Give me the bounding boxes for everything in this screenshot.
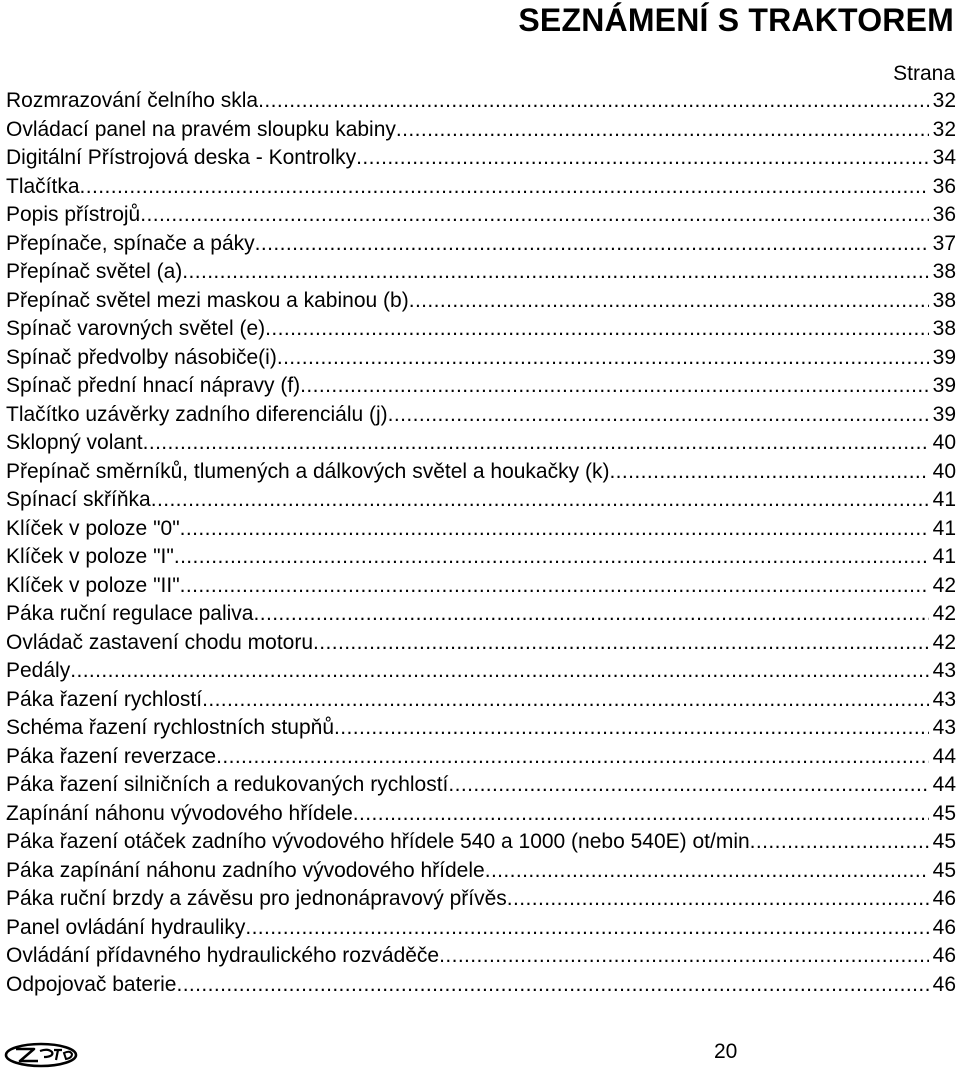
toc-entry[interactable] [6, 657, 956, 686]
toc-entry-page: 40 [932, 459, 956, 483]
toc-entry-page: 43 [932, 659, 956, 682]
toc-entry-page: 43 [932, 687, 956, 711]
toc-entry-page: 34 [932, 146, 956, 169]
page-title: SEZNÁMENÍ S TRAKTOREM [518, 2, 954, 38]
toc-entry-page: 39 [932, 374, 956, 397]
toc-entry-label: Panel ovládání hydrauliky [6, 915, 246, 939]
toc-entry-label: Páka řazení otáček zadního vývodového hřídele 540 a 1000 (nebo 540E) ot/min [6, 830, 750, 853]
toc-entry-label: Páka řazení reverzace [6, 744, 217, 768]
toc-leader-dots [609, 458, 928, 487]
toc-leader-dots [334, 714, 929, 743]
toc-leader-dots [439, 942, 929, 971]
toc-leader-dots [202, 686, 929, 715]
toc-leader-dots [485, 857, 929, 886]
toc-entry-page: 36 [932, 203, 956, 226]
toc-entry-page: 45 [932, 858, 956, 882]
toc-entry[interactable] [6, 173, 956, 202]
page-number: 20 [714, 1040, 738, 1063]
toc-leader-dots [80, 173, 929, 202]
toc-leader-dots [353, 800, 929, 829]
toc-entry-page: 37 [932, 231, 956, 255]
toc-entry[interactable] [6, 458, 956, 487]
toc-entry-page: 46 [932, 915, 956, 939]
toc-entry-label: Páka řazení silničních a redukovaných rychlostí [6, 773, 449, 796]
toc-entry-label: Ovládač zastavení chodu motoru [6, 630, 314, 654]
table-of-contents [6, 87, 956, 999]
toc-entry[interactable] [6, 686, 956, 715]
toc-entry[interactable] [6, 230, 956, 259]
toc-leader-dots [313, 629, 929, 658]
zetor-logo-icon [4, 1042, 78, 1068]
toc-entry-label: Spínač přední hnací nápravy (f) [6, 374, 301, 397]
toc-entry-label: Páka ruční brzdy a závěsu pro jednonápravový přívěs [6, 887, 507, 910]
toc-entry[interactable] [6, 572, 956, 601]
toc-entry-label: Rozmrazování čelního skla [6, 89, 259, 112]
toc-entry-page: 42 [932, 573, 956, 597]
toc-leader-dots [174, 543, 929, 572]
toc-entry-page: 38 [932, 317, 956, 340]
toc-entry-page: 41 [932, 516, 956, 540]
toc-leader-dots [180, 572, 929, 601]
toc-entry-label: Tlačítka [6, 174, 80, 198]
toc-entry[interactable] [6, 401, 956, 430]
toc-leader-dots [182, 258, 928, 287]
toc-leader-dots [258, 87, 929, 116]
toc-leader-dots [448, 771, 928, 800]
toc-entry[interactable] [6, 315, 956, 344]
toc-entry-page: 45 [932, 801, 956, 825]
toc-entry-label: Páka řazení rychlostí [6, 687, 203, 711]
toc-entry[interactable] [6, 971, 956, 1000]
toc-entry-label: Spínač varovných světel (e) [6, 317, 266, 340]
toc-leader-dots [507, 885, 929, 914]
toc-entry-label: Ovládací panel na pravém sloupku kabiny [6, 117, 396, 141]
toc-entry-label: Spínací skříňka [6, 488, 151, 511]
toc-entry[interactable] [6, 515, 956, 544]
toc-entry-page: 41 [932, 545, 956, 568]
toc-entry-page: 32 [932, 117, 956, 141]
toc-entry[interactable] [6, 857, 956, 886]
toc-entry-label: Popis přístrojů [6, 203, 141, 226]
toc-entry[interactable] [6, 800, 956, 829]
toc-leader-dots [300, 372, 928, 401]
toc-leader-dots [265, 315, 929, 344]
toc-entry-label: Přepínač světel (a) [6, 260, 183, 283]
toc-leader-dots [253, 600, 928, 629]
toc-leader-dots [245, 914, 928, 943]
toc-leader-dots [356, 144, 929, 173]
toc-entry[interactable] [6, 116, 956, 145]
toc-entry[interactable] [6, 486, 956, 515]
toc-entry-label: Odpojovač baterie [6, 972, 177, 996]
toc-entry-page: 38 [932, 288, 956, 312]
toc-entry-label: Tlačítko uzávěrky zadního diferenciálu (j) [6, 402, 388, 426]
toc-entry-page: 38 [932, 260, 956, 283]
toc-entry-page: 44 [932, 773, 956, 796]
toc-entry-page: 39 [932, 402, 956, 426]
toc-leader-dots [140, 201, 928, 230]
toc-entry-page: 42 [932, 630, 956, 654]
toc-leader-dots [255, 230, 929, 259]
toc-entry-label: Klíček v poloze "II" [6, 573, 180, 597]
toc-entry-label: Pedály [6, 659, 71, 682]
toc-leader-dots [388, 401, 929, 430]
toc-entry[interactable] [6, 828, 956, 857]
toc-entry[interactable] [6, 629, 956, 658]
toc-entry-page: 45 [932, 830, 956, 853]
toc-leader-dots [151, 486, 929, 515]
toc-entry-page: 46 [932, 944, 956, 967]
toc-leader-dots [176, 971, 928, 1000]
toc-entry[interactable] [6, 258, 956, 287]
toc-entry[interactable] [6, 942, 956, 971]
toc-leader-dots [409, 287, 929, 316]
toc-entry[interactable] [6, 771, 956, 800]
toc-entry-label: Klíček v poloze "I" [6, 545, 174, 568]
toc-leader-dots [277, 344, 929, 373]
toc-entry-label: Přepínač světel mezi maskou a kabinou (b) [6, 288, 409, 312]
toc-leader-dots [396, 116, 929, 145]
toc-entry[interactable] [6, 885, 956, 914]
toc-entry-page: 46 [932, 972, 956, 996]
toc-entry-label: Přepínač směrníků, tlumených a dálkových světel a houkačky (k) [6, 459, 610, 483]
toc-entry[interactable] [6, 344, 956, 373]
toc-entry-label: Páka ruční regulace paliva [6, 602, 254, 625]
toc-entry[interactable] [6, 372, 956, 401]
toc-leader-dots [143, 429, 929, 458]
toc-entry-label: Páka zapínání náhonu zadního vývodového hřídele [6, 858, 485, 882]
toc-entry[interactable] [6, 144, 956, 173]
toc-leader-dots [216, 743, 929, 772]
toc-entry-page: 36 [932, 174, 956, 198]
toc-entry-label: Přepínače, spínače a páky [6, 231, 255, 255]
toc-entry-label: Zapínání náhonu vývodového hřídele [6, 801, 353, 825]
toc-entry-label: Sklopný volant [6, 431, 143, 454]
toc-entry[interactable] [6, 287, 956, 316]
toc-entry-page: 32 [932, 89, 956, 112]
toc-entry-page: 40 [932, 431, 956, 454]
toc-entry[interactable] [6, 914, 956, 943]
toc-entry-page: 43 [932, 716, 956, 739]
toc-entry-page: 46 [932, 887, 956, 910]
page-column-header: Strana [893, 62, 955, 85]
toc-leader-dots [180, 515, 929, 544]
toc-entry[interactable] [6, 714, 956, 743]
toc-entry-page: 41 [932, 488, 956, 511]
toc-leader-dots [70, 657, 928, 686]
toc-entry-label: Spínač předvolby násobiče(i) [6, 345, 277, 369]
toc-entry-label: Schéma řazení rychlostních stupňů [6, 716, 335, 739]
toc-entry-page: 42 [932, 602, 956, 625]
toc-entry-page: 44 [932, 744, 956, 768]
toc-leader-dots [750, 828, 929, 857]
toc-entry-label: Klíček v poloze "0" [6, 516, 180, 540]
toc-entry[interactable] [6, 87, 956, 116]
toc-entry-label: Ovládání přídavného hydraulického rozváděče [6, 944, 440, 967]
toc-entry[interactable] [6, 543, 956, 572]
toc-entry[interactable] [6, 600, 956, 629]
toc-entry[interactable] [6, 429, 956, 458]
toc-entry[interactable] [6, 201, 956, 230]
toc-entry-label: Digitální Přístrojová deska - Kontrolky [6, 146, 357, 169]
toc-entry-page: 39 [932, 345, 956, 369]
toc-entry[interactable] [6, 743, 956, 772]
